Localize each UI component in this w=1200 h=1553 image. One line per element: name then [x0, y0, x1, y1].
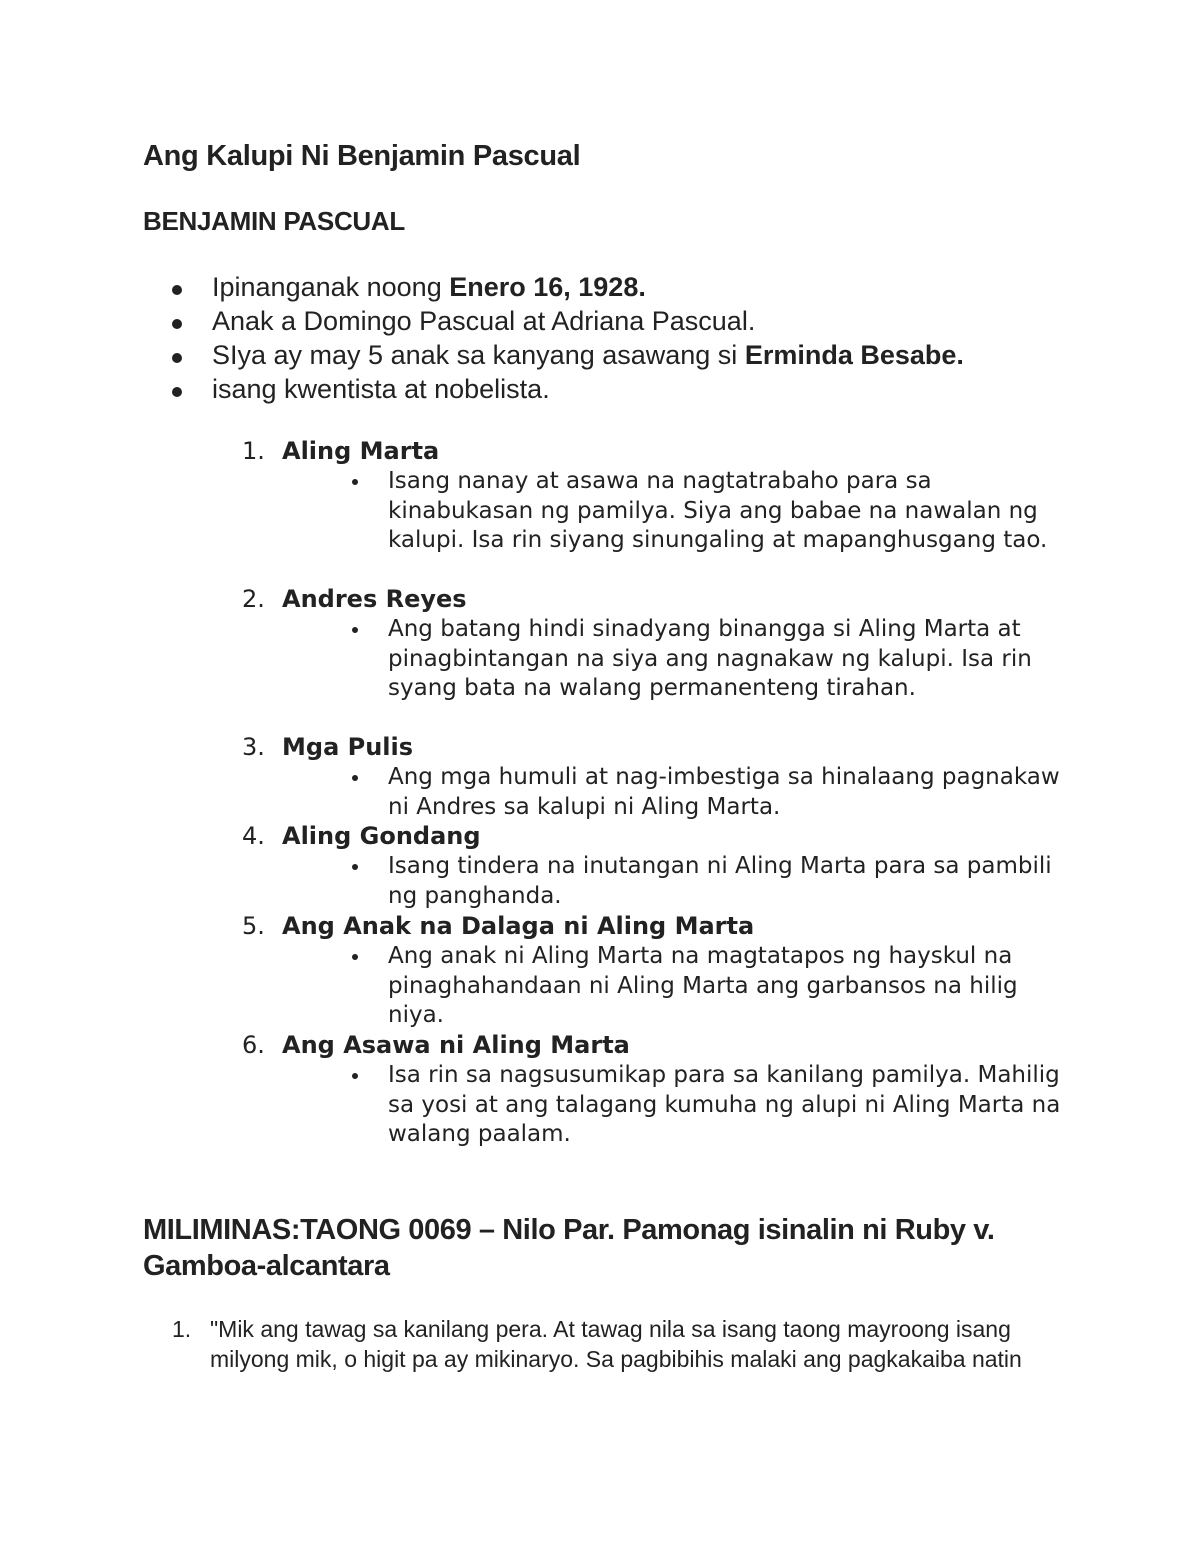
bio-text: Anak a Domingo Pascual at Adriana Pascual. [212, 306, 756, 336]
bio-text: Ipinanganak noong [212, 272, 450, 302]
bullet-icon [352, 775, 358, 781]
list-number: 1. [242, 437, 265, 465]
bullet-icon [352, 954, 358, 960]
bullet-icon [352, 1073, 358, 1079]
character-name: Mga Pulis [282, 733, 414, 761]
character-item [242, 585, 467, 613]
description-text: Isa rin sa nagsusumikap para sa kanilang pamilya. Mahilig sa yosi at ang talagang kumuha ng alupi ni Aling Marta na walang paalam. [388, 1062, 1061, 1148]
character-name: Aling Gondang [282, 822, 481, 850]
bio-bold-text: Enero 16, 1928. [449, 272, 646, 302]
character-item [242, 437, 439, 465]
bullet-icon [352, 627, 358, 633]
bullet-icon [172, 387, 182, 397]
description-text: Ang batang hindi sinadyang binangga si Aling Marta at pinagbintangan na siya ang nagnakaw ng kalupi. Isa rin syang bata na walang permanenteng tirahan. [388, 616, 1032, 702]
character-name: Ang Anak na Dalaga ni Aling Marta [282, 912, 755, 940]
list-number: 1. [172, 1316, 192, 1342]
bullet-icon [352, 864, 358, 870]
bullet-icon [172, 319, 182, 329]
character-item [242, 733, 413, 761]
description-text: Ang anak ni Aling Marta na magtatapos ng hayskul na pinaghahandaan ni Aling Marta ang garbansos na hilig niya. [388, 943, 1018, 1029]
quote-text: "Mik ang tawag sa kanilang pera. At tawag nila sa isang taong mayroong isang milyong mik, o higit pa ay mikinaryo. Sa pagbibihis malaki ang pagkakaiba natin [210, 1316, 1022, 1372]
list-number: 5. [242, 912, 265, 940]
character-item [242, 912, 754, 940]
bio-text: isang kwentista at nobelista. [212, 374, 550, 404]
character-name: Ang Asawa ni Aling Marta [282, 1031, 630, 1059]
character-name: Aling Marta [282, 437, 440, 465]
list-number: 4. [242, 822, 265, 850]
character-name: Andres Reyes [282, 585, 467, 613]
bullet-icon [172, 285, 182, 295]
author-heading: BENJAMIN PASCUAL [143, 206, 405, 236]
character-item [242, 822, 481, 850]
document-title: Ang Kalupi Ni Benjamin Pascual [143, 140, 581, 172]
bullet-icon [172, 353, 182, 363]
bullet-icon [352, 479, 358, 485]
description-text: Isang tindera na inutangan ni Aling Marta para sa pambili ng panghanda. [388, 853, 1052, 909]
description-text: Ang mga humuli at nag-imbestiga sa hinalaang pagnakaw ni Andres sa kalupi ni Aling Marta. [388, 764, 1060, 820]
character-item [242, 1031, 630, 1059]
list-number: 6. [242, 1031, 265, 1059]
list-number: 3. [242, 733, 265, 761]
description-text: Isang nanay at asawa na nagtatrabaho para sa kinabukasan ng pamilya. Siya ang babae na nawalan ng kalupi. Isa rin siyang sinungaling at mapanghusgang tao. [388, 468, 1048, 554]
list-number: 2. [242, 585, 265, 613]
bio-bold-text: Erminda Besabe. [744, 340, 964, 370]
bio-text: SIya ay may 5 anak sa kanyang asawang si [212, 340, 745, 370]
section-heading: MILIMINAS:TAONG 0069 – Nilo Par. Pamonag isinalin ni Ruby v. Gamboa-alcantara [143, 1214, 995, 1282]
